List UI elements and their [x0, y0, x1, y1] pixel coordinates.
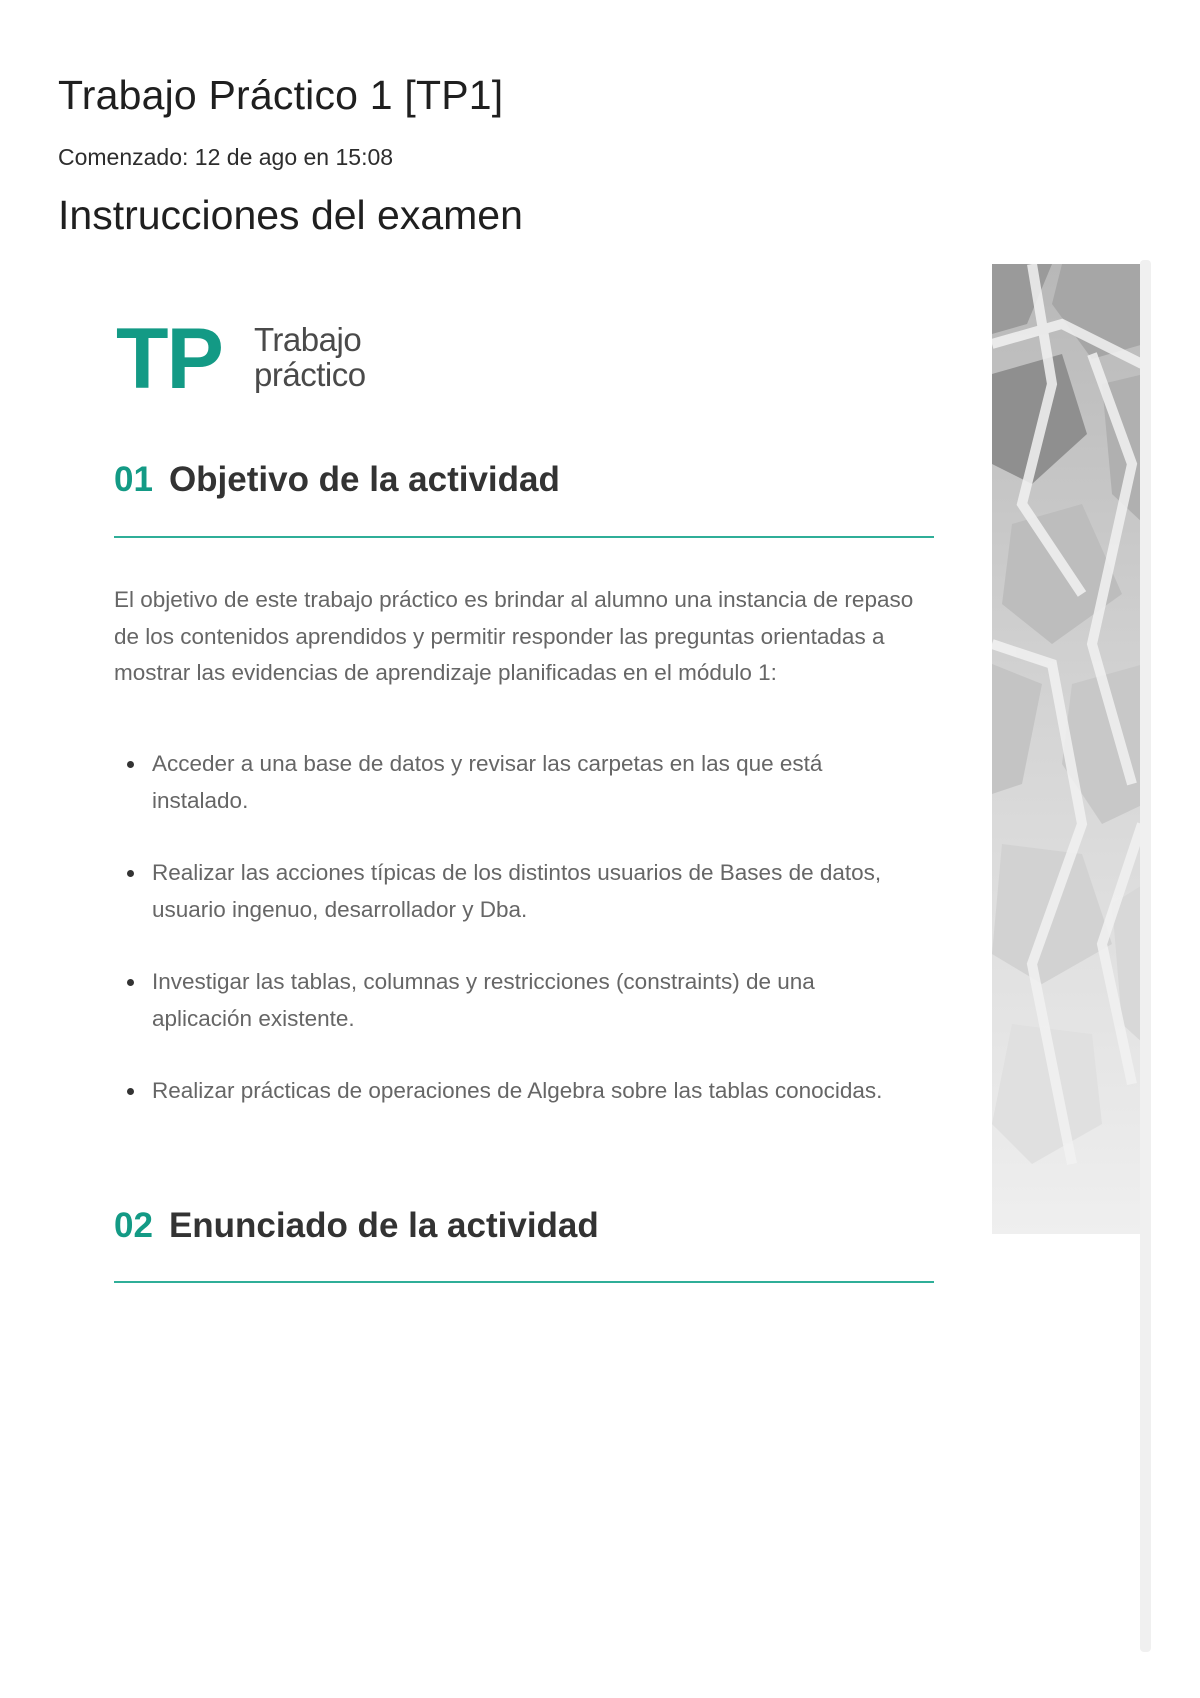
list-item-text: Acceder a una base de datos y revisar las carpetas en las que está instalado. [152, 751, 823, 813]
list-item [114, 746, 914, 819]
bullet-icon [127, 870, 134, 877]
started-timestamp: Comenzado: 12 de ago en 15:08 [58, 144, 394, 170]
instructions-heading: Instrucciones del examen [58, 192, 523, 238]
section-number: 01 [114, 460, 153, 499]
list-item [114, 964, 914, 1037]
logo-line-1: Trabajo [254, 321, 362, 358]
objective-paragraph: El objetivo de este trabajo práctico es brindar al alumno una instancia de repaso de los contenidos aprendidos y permitir responder las preguntas orientadas a mostrar las evidencias de aprendizaje planificadas en el módulo 1: [114, 587, 914, 685]
logo-tp-mark: TP [116, 311, 222, 407]
page-title: Trabajo Práctico 1 [TP1] [58, 72, 504, 118]
logo-line-2: práctico [254, 356, 366, 393]
list-item [114, 1073, 914, 1110]
bullet-icon [127, 979, 134, 986]
section-title-text: Enunciado de la actividad [168, 1206, 599, 1245]
list-item-text: Realizar prácticas de operaciones de Algebra sobre las tablas conocidas. [152, 1078, 883, 1103]
list-item [114, 855, 914, 928]
bullet-icon [127, 761, 134, 768]
logo-text [254, 322, 414, 392]
section-title-text: Objetivo de la actividad [168, 460, 560, 499]
section-heading-objective [114, 460, 934, 500]
scrollbar[interactable] [1140, 260, 1151, 1652]
section-heading-statement [114, 1206, 934, 1246]
objective-list [114, 746, 914, 1146]
section-divider [114, 536, 934, 538]
list-item-text: Investigar las tablas, columnas y restricciones (constraints) de una aplicación existente. [152, 969, 815, 1031]
list-item-text: Realizar las acciones típicas de los distintos usuarios de Bases de datos, usuario ingenuo, desarrollador y Dba. [152, 860, 882, 922]
architecture-pattern-icon [992, 264, 1144, 1234]
section-number: 02 [114, 1206, 153, 1245]
decorative-architecture-image [992, 264, 1144, 1234]
bullet-icon [127, 1088, 134, 1095]
section-divider [114, 1281, 934, 1283]
